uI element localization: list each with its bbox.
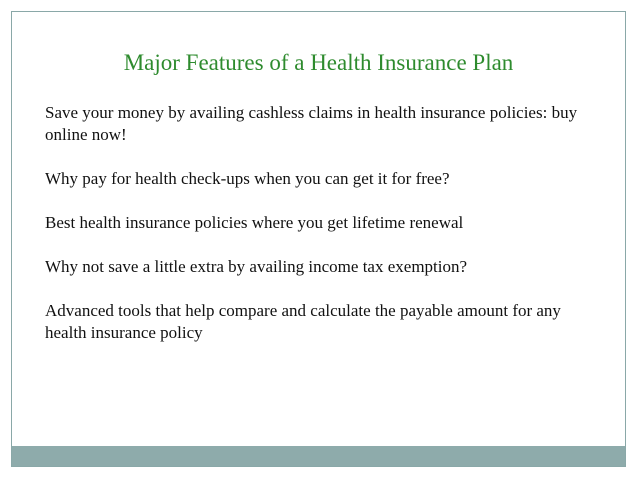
footer-bar <box>12 446 625 466</box>
paragraph-free-checkups: Why pay for health check-ups when you can get it for free? <box>45 169 450 188</box>
paragraph-lifetime-renewal: Best health insurance policies where you get lifetime renewal <box>45 213 464 232</box>
slide <box>11 11 626 467</box>
paragraph-cashless-claims: Save your money by availing cashless claims in health insurance policies: buy online now! <box>45 103 578 144</box>
slide-body <box>45 102 605 366</box>
slide-title: Major Features of a Health Insurance Plan <box>123 50 514 75</box>
paragraph-compare-tools: Advanced tools that help compare and calculate the payable amount for any health insurance policy <box>45 301 561 342</box>
paragraph-tax-exemption: Why not save a little extra by availing income tax exemption? <box>45 257 468 276</box>
